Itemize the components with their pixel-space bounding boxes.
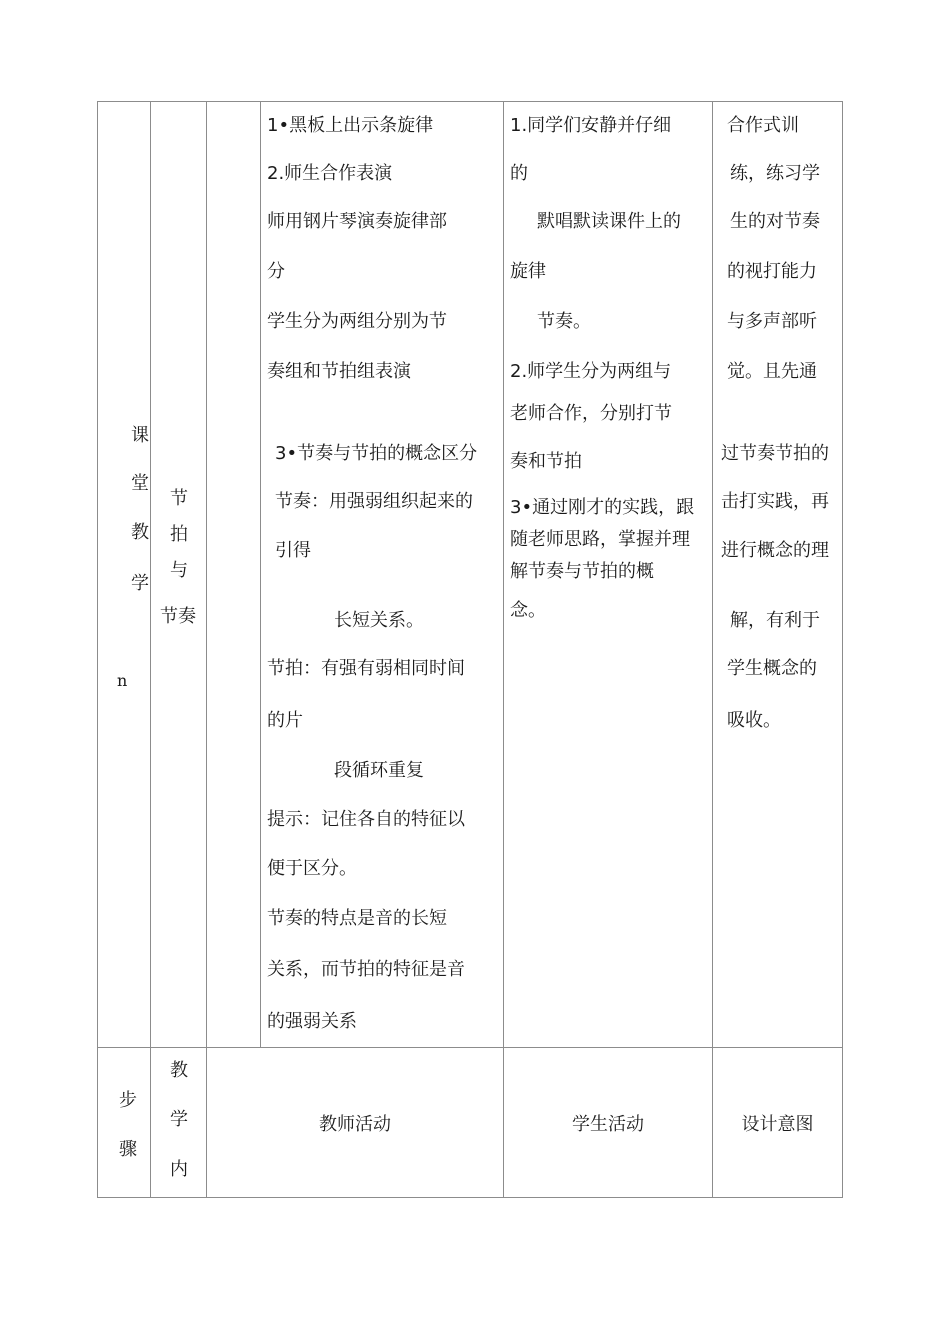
student-line: 老师合作，分别打节	[510, 403, 672, 424]
student-line: 旋律	[510, 261, 546, 282]
column-divider	[712, 101, 713, 1198]
teacher-line: 3•节奏与节拍的概念区分	[275, 443, 478, 464]
student-line: 1.同学们安静并仔细	[510, 115, 672, 136]
teacher-line: 提示：记住各自的特征以	[267, 809, 465, 830]
header-content-char: 内	[170, 1159, 188, 1180]
teacher-line: 关系，而节拍的特征是音	[267, 959, 465, 980]
teacher-line: 节奏：用强弱组织起来的	[275, 491, 473, 512]
design-line: 觉。且先通	[727, 361, 817, 382]
teacher-line: 长短关系。	[334, 610, 424, 631]
teacher-line: 师用钢片琴演奏旋律部	[267, 211, 447, 232]
header-step-char: 步	[119, 1090, 137, 1111]
column-divider	[206, 101, 207, 1198]
design-line: 击打实践，再	[721, 491, 829, 512]
section-char: 课	[131, 425, 149, 446]
section-char: 堂	[131, 473, 149, 494]
teacher-line: 分	[267, 261, 285, 282]
student-line: 节奏。	[537, 311, 591, 332]
design-line: 学生概念的	[727, 658, 817, 679]
column-divider	[260, 101, 261, 1048]
student-line: 随老师思路，掌握并理	[510, 529, 690, 550]
teacher-line: 便于区分。	[267, 858, 357, 879]
design-line: 解，有利于	[730, 610, 820, 631]
design-line: 吸收。	[727, 710, 781, 731]
table-border-right	[842, 101, 843, 1198]
table-row-divider	[97, 1047, 843, 1048]
section-char: 学	[131, 573, 149, 594]
content-last: 节奏	[160, 606, 196, 627]
header-content-char: 教	[170, 1060, 188, 1081]
table-border-left	[97, 101, 98, 1198]
table-border-bottom	[97, 1197, 843, 1198]
teacher-line: 的片	[267, 710, 303, 731]
design-line: 过节奏节拍的	[721, 443, 829, 464]
teacher-line: 2.师生合作表演	[267, 163, 393, 184]
column-divider	[150, 101, 151, 1198]
header-step-char: 骤	[119, 1139, 137, 1160]
teacher-line: 学生分为两组分别为节	[267, 311, 447, 332]
content-char: 节	[170, 488, 188, 509]
student-line: 2.师学生分为两组与	[510, 361, 672, 382]
design-line: 与多声部听	[727, 311, 817, 332]
header-student-activity: 学生活动	[572, 1114, 644, 1135]
student-line: 的	[510, 163, 528, 184]
student-line: 奏和节拍	[510, 451, 582, 472]
teacher-line: 节拍：有强有弱相同时间	[267, 658, 465, 679]
teacher-line: 段循环重复	[334, 760, 424, 781]
design-line: 练，练习学	[730, 163, 820, 184]
teacher-line: 节奏的特点是音的长短	[267, 908, 447, 929]
student-line: 念。	[510, 600, 546, 621]
design-line: 合作式训	[727, 115, 799, 136]
content-char: 与	[170, 560, 188, 581]
header-teacher-activity: 教师活动	[319, 1114, 391, 1135]
content-char: 拍	[170, 524, 188, 545]
teacher-line: 的强弱关系	[267, 1011, 357, 1032]
teacher-line: 奏组和节拍组表演	[267, 361, 411, 382]
table-border-top	[97, 101, 843, 102]
teacher-line: 1•黑板上出示条旋律	[267, 115, 434, 136]
teacher-line: 引得	[275, 540, 311, 561]
student-line: 3•通过刚才的实践，跟	[510, 497, 695, 518]
design-line: 进行概念的理	[721, 540, 829, 561]
design-line: 的视打能力	[727, 261, 817, 282]
student-line: 解节奏与节拍的概	[510, 561, 654, 582]
header-content-char: 学	[170, 1109, 188, 1130]
section-char: 教	[131, 522, 149, 543]
student-line: 默唱默读课件上的	[537, 211, 681, 232]
section-suffix: n	[117, 671, 128, 690]
header-design-intent: 设计意图	[741, 1114, 814, 1135]
design-line: 生的对节奏	[730, 211, 820, 232]
column-divider	[503, 101, 504, 1198]
